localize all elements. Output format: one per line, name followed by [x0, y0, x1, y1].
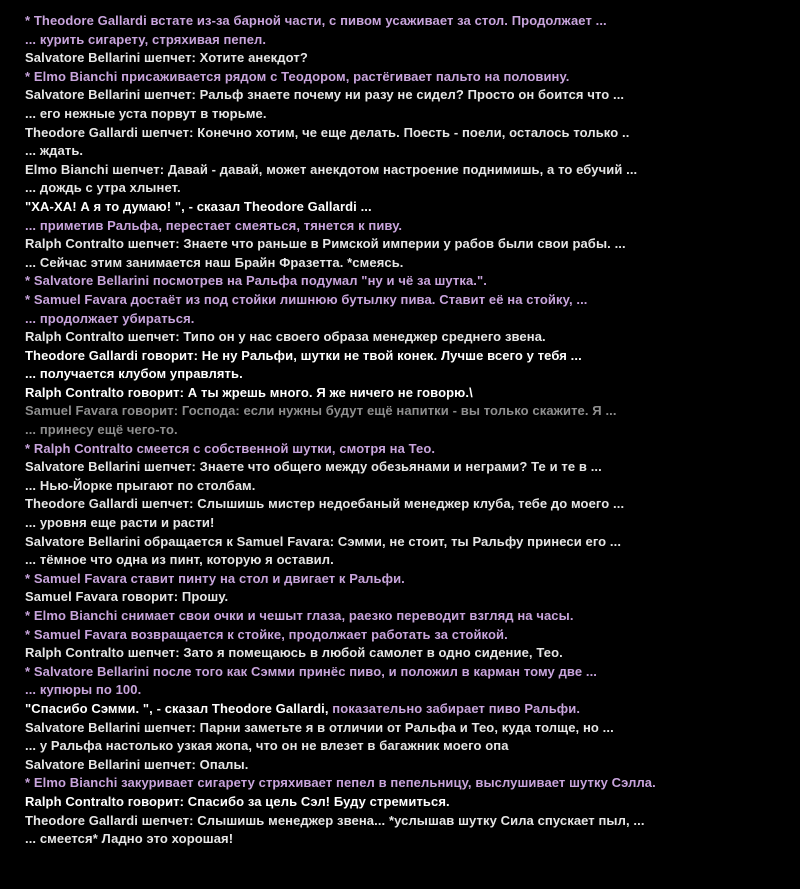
- chat-line: Salvatore Bellarini шепчет: Ральф знаете почему ни разу не сидел? Просто он боится что ...: [25, 87, 625, 103]
- chat-log: [25, 12, 795, 849]
- chat-line: * Samuel Favara ставит пинту на стол и двигает к Ральфи.: [25, 570, 405, 586]
- chat-line: ... купюры по 100.: [25, 682, 142, 698]
- chat-line-part: "Спасибо Сэмми. ", - сказал Theodore Gallardi,: [25, 700, 333, 716]
- chat-line: Samuel Favara говорит: Прошу.: [25, 589, 229, 605]
- chat-line: Ralph Contralto шепчет: Знаете что раньше в Римской империи у рабов были свои рабы. ...: [25, 236, 626, 252]
- chat-line: ... дождь с утра хлынет.: [25, 180, 181, 196]
- chat-line-part: показательно забирает пиво Ральфи.: [332, 700, 581, 716]
- chat-line: [25, 700, 795, 719]
- chat-line: ... курить сигарету, стряхивая пепел.: [25, 31, 267, 47]
- chat-line: Theodore Gallardi говорит: Не ну Ральфи, шутки не твой конек. Лучше всего у тебя ...: [25, 347, 582, 363]
- chat-line: ... Сейчас этим занимается наш Брайн Фразетта. *смеясь.: [25, 254, 404, 270]
- chat-line: Ralph Contralto говорит: А ты жрешь много. Я же ничего не говорю.\: [25, 384, 473, 400]
- chat-line: * Elmo Bianchi закуривает сигарету стряхивает пепел в пепельницу, выслушивает шутку Сэлла.: [25, 775, 656, 791]
- chat-line: * Salvatore Bellarini после того как Сэмми принёс пиво, и положил в карман тому две ...: [25, 663, 598, 679]
- chat-line: Theodore Gallardi шепчет: Слышишь мистер недоебаный менеджер клуба, тебе до моего ...: [25, 496, 625, 512]
- chat-line: Salvatore Bellarini обращается к Samuel Favara: Сэмми, не стоит, ты Ральфу принеси его ...: [25, 533, 622, 549]
- chat-line: ... Нью-Йорке прыгают по столбам.: [25, 477, 256, 493]
- chat-line: * Samuel Favara возвращается к стойке, продолжает работать за стойкой.: [25, 626, 508, 642]
- chat-line: * Salvatore Bellarini посмотрев на Ральфа подумал "ну и чё за шутка.".: [25, 273, 487, 289]
- chat-line: Samuel Favara говорит: Господа: если нужны будут ещё напитки - вы только скажите. Я ...: [25, 403, 617, 419]
- chat-line: * Theodore Gallardi встате из-за барной части, с пивом усаживает за стол. Продолжает ...: [25, 13, 607, 28]
- chat-line: ... тёмное что одна из пинт, которую я оставил.: [25, 552, 334, 568]
- chat-line: ... ждать.: [25, 143, 84, 159]
- chat-line: * Elmo Bianchi снимает свои очки и чешыт глаза, раезко переводит взгляд на часы.: [25, 608, 574, 623]
- chat-line: ... получается клубом управлять.: [25, 366, 243, 382]
- chat-line: * Elmo Bianchi присаживается рядом с Теодором, растёгивает пальто на половину.: [25, 68, 570, 84]
- chat-line: * Ralph Contralto смеется с собственной шутки, смотря на Тео.: [25, 440, 436, 456]
- chat-line: Elmo Bianchi шепчет: Давай - давай, может анекдотом настроение поднимишь, а то ебучий ...: [25, 161, 638, 177]
- chat-line: * Samuel Favara достаёт из под стойки лишнюю бутылку пива. Ставит её на стойку, ...: [25, 291, 588, 307]
- chat-line: ... приметив Ральфа, перестает смеяться, тянется к пиву.: [25, 217, 403, 233]
- chat-line: ... уровня еще расти и расти!: [25, 515, 215, 531]
- chat-line: Salvatore Bellarini шепчет: Знаете что общего между обезьянами и неграми? Те и те в ...: [25, 459, 602, 475]
- chat-line: Theodore Gallardi шепчет: Слышишь менеджер звена... *услышав шутку Сила спускает пыл, ...: [25, 812, 645, 828]
- chat-line: ... его нежные уста порвут в тюрьме.: [25, 105, 267, 121]
- chat-line: Theodore Gallardi шепчет: Конечно хотим, че еще делать. Поесть - поели, осталось только ..: [25, 124, 630, 140]
- chat-line: Ralph Contralto говорит: Спасибо за цель Сэл! Буду стремиться.: [25, 793, 450, 809]
- chat-line: ... у Ральфа настолько узкая жопа, что он не влезет в багажник моего опа: [25, 738, 509, 754]
- chat-line: Salvatore Bellarini шепчет: Хотите анекдот?: [25, 50, 308, 66]
- chat-line: Salvatore Bellarini шепчет: Опалы.: [25, 756, 249, 772]
- chat-line: ... принесу ещё чего-то.: [25, 422, 178, 438]
- chat-line: ... смеется* Ладно это хорошая!: [25, 831, 234, 847]
- chat-line: Ralph Contralto шепчет: Зато я помещаюсь в любой самолет в одно сидение, Тео.: [25, 645, 563, 661]
- chat-line: ... продолжает убираться.: [25, 310, 195, 326]
- chat-line: Salvatore Bellarini шепчет: Парни заметьте я в отличии от Ральфа и Тео, куда толще, но ...: [25, 719, 614, 735]
- chat-line-part: "ХА-ХА! А я то думаю! ", - сказал Theodore Gallardi ...: [25, 198, 372, 214]
- chat-line: [25, 198, 795, 217]
- chat-line: Ralph Contralto шепчет: Типо он у нас своего образа менеджер среднего звена.: [25, 329, 546, 345]
